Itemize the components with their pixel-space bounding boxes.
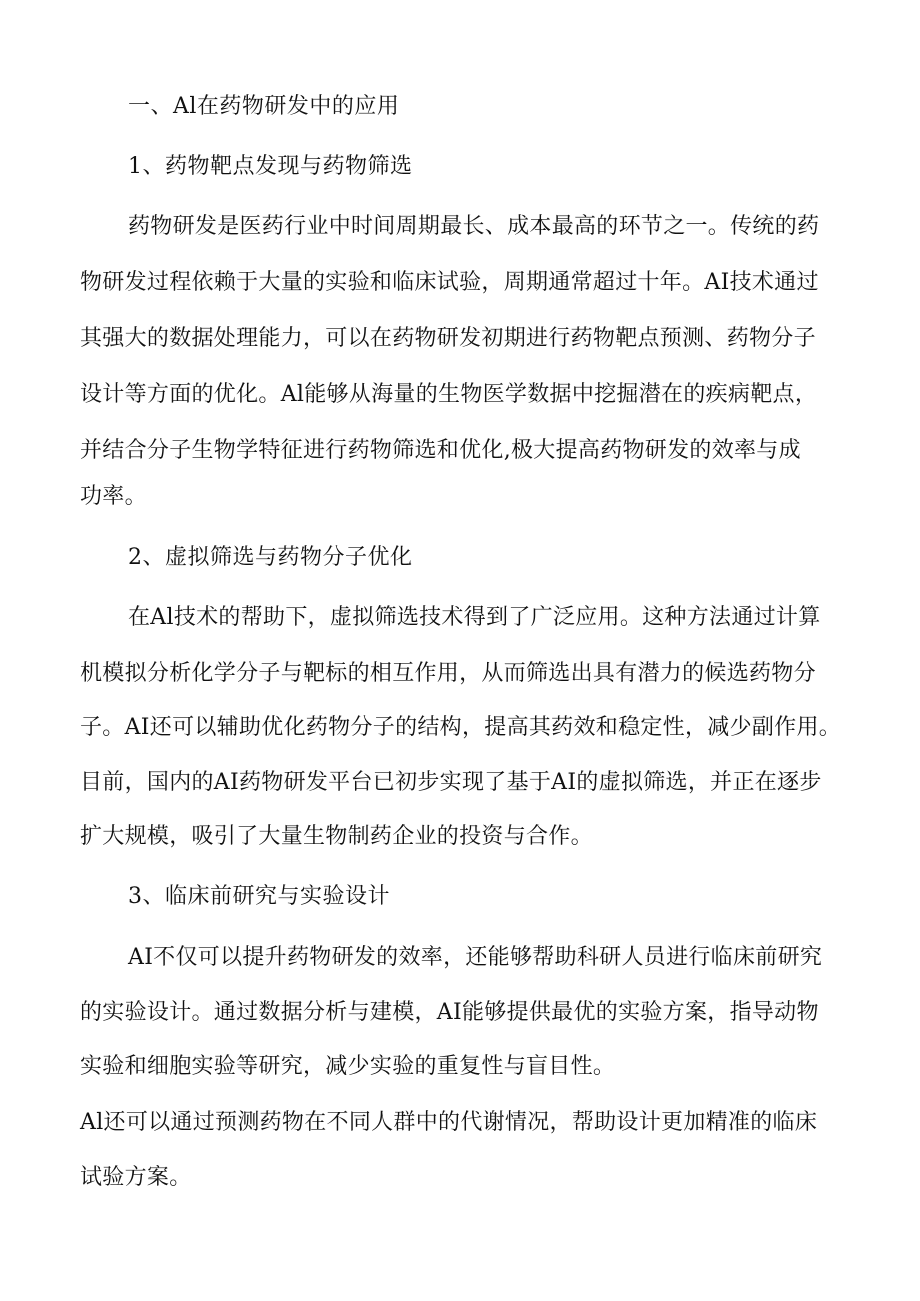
- main-heading: 一、Al在药物研发中的应用: [128, 94, 400, 119]
- section-1-heading: 1、药物靶点发现与药物筛选: [128, 154, 413, 179]
- section-2-paragraph-line: 子。AI还可以辅助优化药物分子的结构，提高其药效和稳定性，减少副作用。: [80, 715, 842, 740]
- section-1-paragraph-line: 设计等方面的优化。Al能够从海量的生物医学数据中挖掘潜在的疾病靶点，: [80, 382, 818, 407]
- section-3-extra-line: 试验方案。: [80, 1165, 192, 1190]
- section-2-paragraph-line: 机模拟分析化学分子与靶标的相互作用，从而筛选出具有潜力的候选药物分: [80, 661, 816, 686]
- section-2-paragraph-line: 在Al技术的帮助下，虚拟筛选技术得到了广泛应用。这种方法通过计算: [128, 605, 821, 630]
- section-3-extra-line: Al还可以通过预测药物在不同人群中的代谢情况，帮助设计更加精准的临床: [80, 1110, 818, 1135]
- section-1-paragraph-line: 并结合分子生物学特征进行药物筛选和优化,极大提高药物研发的效率与成: [80, 438, 801, 463]
- section-1-paragraph-line: 功率。: [80, 484, 147, 509]
- section-1-paragraph-line: 其强大的数据处理能力，可以在药物研发初期进行药物靶点预测、药物分子: [80, 326, 816, 351]
- section-1-paragraph-line: 药物研发是医药行业中时间周期最长、成本最高的环节之一。传统的药: [128, 214, 820, 239]
- section-3-heading: 3、临床前研究与实验设计: [128, 884, 390, 909]
- section-3-paragraph-line: 的实验设计。通过数据分析与建模，AI能够提供最优的实验方案，指导动物: [80, 1000, 819, 1025]
- section-3-paragraph-line: AI不仅可以提升药物研发的效率，还能够帮助科研人员进行临床前研究: [128, 945, 823, 970]
- section-2-paragraph-line: 扩大规模，吸引了大量生物制药企业的投资与合作。: [80, 824, 593, 849]
- section-3-paragraph-line: 实验和细胞实验等研究，减少实验的重复性与盲目性。: [80, 1054, 616, 1079]
- section-1-paragraph-line: 物研发过程依赖于大量的实验和临床试验，周期通常超过十年。AI技术通过: [80, 270, 819, 295]
- section-2-heading: 2、虚拟筛选与药物分子优化: [128, 545, 413, 570]
- section-2-paragraph-line: 目前，国内的AI药物研发平台已初步实现了基于AI的虚拟筛选，并正在逐步: [80, 770, 822, 795]
